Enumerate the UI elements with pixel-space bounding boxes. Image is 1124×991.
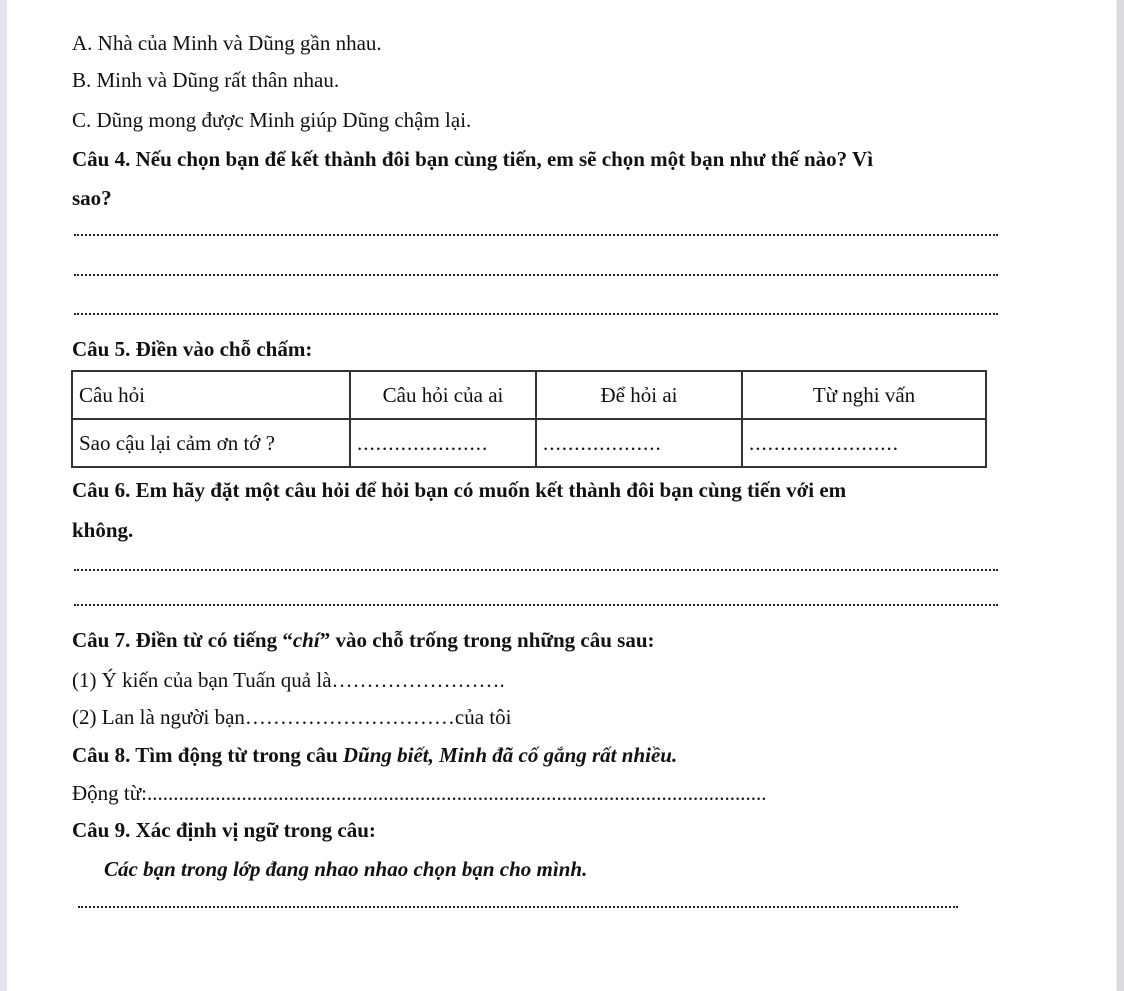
blank-cell[interactable]: ................... <box>536 419 742 467</box>
fill-table <box>71 370 987 468</box>
question-5: Câu 5. Điền vào chỗ chấm: <box>72 337 313 361</box>
q7-item-1[interactable]: (1) Ý kiến của bạn Tuấn quả là……………………. <box>72 668 505 692</box>
option-a: A. Nhà của Minh và Dũng gần nhau. <box>72 31 382 55</box>
answer-line[interactable] <box>74 604 998 606</box>
scrollbar-track[interactable] <box>1116 0 1124 991</box>
answer-line[interactable] <box>74 569 998 571</box>
table-header-row <box>72 371 986 419</box>
header-cell: Từ nghi vấn <box>742 371 986 419</box>
answer-line[interactable] <box>74 313 998 315</box>
question-cell: Sao cậu lại cảm ơn tớ ? <box>72 419 350 467</box>
answer-line[interactable] <box>78 906 958 908</box>
option-b: B. Minh và Dũng rất thân nhau. <box>72 68 340 92</box>
question-4-cont: sao? <box>72 186 112 210</box>
answer-line[interactable] <box>74 274 998 276</box>
question-7-word: chí <box>292 628 320 652</box>
header-cell: Câu hỏi của ai <box>350 371 536 419</box>
blank-cell[interactable]: ..................... <box>350 419 536 467</box>
question-4: Câu 4. Nếu chọn bạn để kết thành đôi bạn cùng tiến, em sẽ chọn một bạn như thế nào? Vì <box>72 147 874 171</box>
table-row <box>72 419 986 467</box>
header-cell: Câu hỏi <box>72 371 350 419</box>
blank-cell[interactable]: ........................ <box>742 419 986 467</box>
question-9-sentence: Các bạn trong lớp đang nhao nhao chọn bạn cho mình. <box>104 857 588 881</box>
question-9: Câu 9. Xác định vị ngữ trong câu: <box>72 818 376 842</box>
question-8-sentence: Dũng biết, Minh đã cố gắng rất nhiều. <box>342 743 678 767</box>
question-6-cont: không. <box>72 518 134 542</box>
question-7 <box>72 627 655 653</box>
question-8 <box>72 742 677 768</box>
question-7-prefix: Câu 7. Điền từ có tiếng “ <box>72 628 293 652</box>
question-8-prefix: Câu 8. Tìm động từ trong câu <box>72 743 343 767</box>
answer-line[interactable] <box>74 234 998 236</box>
verb-answer[interactable]: Động từ:...................................................................................................................... <box>72 781 767 805</box>
header-cell: Để hỏi ai <box>536 371 742 419</box>
page-left-margin <box>0 0 7 991</box>
option-c: C. Dũng mong được Minh giúp Dũng chậm lại. <box>72 108 472 132</box>
question-6: Câu 6. Em hãy đặt một câu hỏi để hỏi bạn có muốn kết thành đôi bạn cùng tiến với em <box>72 478 847 502</box>
q7-item-2[interactable]: (2) Lan là người bạn…………………………của tôi <box>72 705 512 729</box>
question-7-suffix: ” vào chỗ trống trong những câu sau: <box>319 628 655 652</box>
